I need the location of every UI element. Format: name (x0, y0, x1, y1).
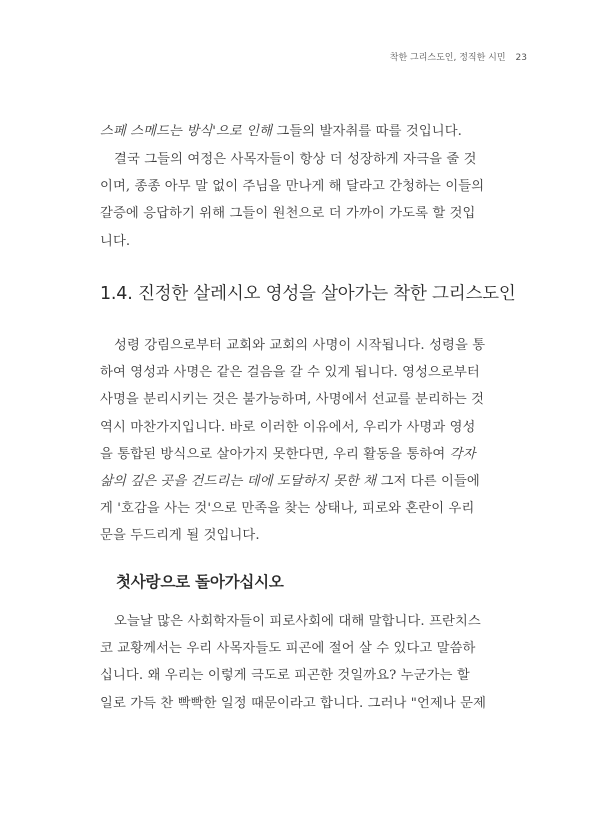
text-line (100, 441, 513, 468)
text-line (100, 118, 513, 145)
text-line: 오늘날 많은 사회학자들이 피로사회에 대해 말합니다. 프란치스 (114, 614, 481, 629)
text-line: 결국 그들의 여정은 사목자들이 항상 더 성장하게 자극을 줄 것 (114, 152, 477, 167)
text-line: 성령 강림으로부터 교회와 교회의 사명이 시작됩니다. 성령을 통 (114, 338, 486, 353)
text-line: 문을 두드리게 될 것입니다. (100, 528, 260, 544)
subsection-heading: 첫사랑으로 돌아가십시오 (116, 573, 284, 591)
section-heading: 1.4. 진정한 살레시오 영성을 살아가는 착한 그리스도인 (100, 284, 516, 304)
text-line: 게 '호감을 사는 것'으로 만족을 찾는 상태나, 피로와 혼란이 우리 (100, 501, 475, 517)
text-line (100, 468, 513, 495)
text-run: 을 통합된 방식으로 살아가지 못한다면, 우리 활동을 통하여 (100, 446, 450, 462)
text-run: 그저 다른 이들에 (376, 474, 480, 490)
text-line: 역시 마찬가지입니다. 바로 이러한 이유에서, 우리가 사명과 영성 (100, 419, 476, 435)
running-header (390, 50, 527, 63)
italic-phrase: 스페 스메드는 방식'으로 인해 (100, 124, 273, 139)
italic-phrase: 각자 (449, 446, 476, 462)
text-line: 일로 가득 찬 빡빡한 일정 때문이라고 합니다. 그러나 "언제나 문제 (100, 695, 487, 711)
paragraph-continuation (100, 118, 513, 145)
italic-phrase: 삶의 깊은 곳을 건드리는 데에 도달하지 못한 채 (100, 474, 377, 490)
text-line: 하여 영성과 사명은 같은 걸음을 갈 수 있게 됩니다. 영성으로부터 (100, 365, 480, 381)
paragraph-journey (100, 146, 513, 255)
text-line: 십니다. 왜 우리는 이렇게 극도로 피곤한 것일까요? 누군가는 할 (100, 668, 470, 684)
page-number: 23 (515, 53, 527, 63)
text-line: 사명을 분리시키는 것은 불가능하며, 사명에서 선교를 분리하는 것 (100, 392, 485, 408)
text-line: 니다. (100, 233, 131, 249)
paragraph-fatigue (100, 608, 513, 717)
paragraph-pentecost (100, 332, 513, 550)
text-line: 갈증에 응답하기 위해 그들이 원천으로 더 가까이 가도록 할 것입 (100, 206, 476, 222)
running-title: 착한 그리스도인, 정직한 시민 (389, 53, 506, 63)
text-run: 그들의 발자취를 따를 것입니다. (272, 124, 462, 139)
text-line: 코 교황께서는 우리 사목자들도 피곤에 절어 살 수 있다고 말씀하 (100, 641, 476, 657)
text-line: 이며, 종종 아무 말 없이 주님을 만나게 해 달라고 간청하는 이들의 (100, 179, 485, 195)
